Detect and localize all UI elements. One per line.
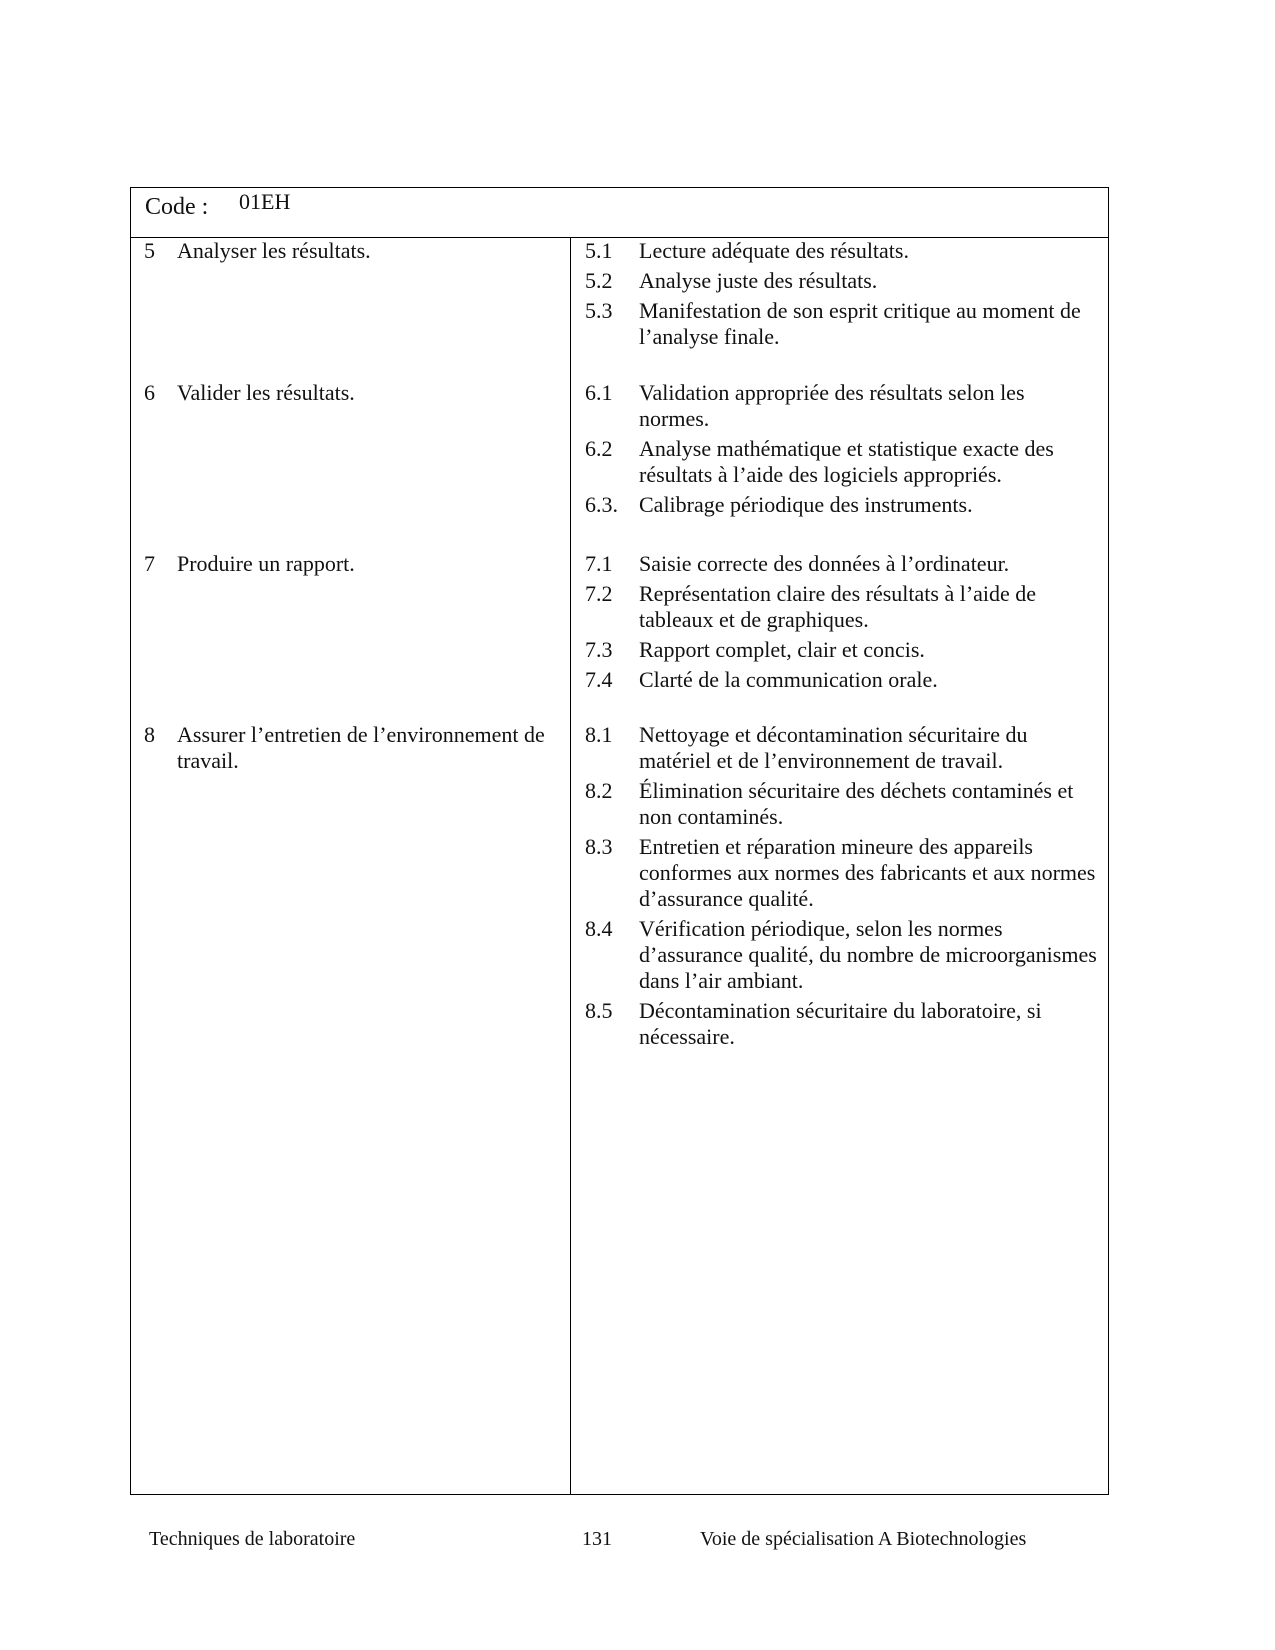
criterion xyxy=(585,667,1100,693)
criterion-number: 5.1 xyxy=(585,238,613,263)
criterion xyxy=(585,778,1100,830)
criterion xyxy=(585,637,1100,663)
criteria-list-7 xyxy=(585,551,1100,697)
page-number: 131 xyxy=(582,1528,612,1550)
criterion-text: Clarté de la communication orale. xyxy=(639,667,938,692)
criterion xyxy=(585,380,1100,432)
criterion-number: 8.1 xyxy=(585,722,613,747)
criterion-text: Vérification périodique, selon les normes d’assurance qualité, du nombre de microorganismes dans l’air ambiant. xyxy=(639,916,1097,993)
competency-table xyxy=(130,187,1109,1495)
criterion xyxy=(585,834,1100,912)
criteria-list-6 xyxy=(585,380,1100,522)
element-title: Produire un rapport. xyxy=(177,551,355,576)
criterion-number: 7.4 xyxy=(585,667,613,692)
criterion-number: 6.2 xyxy=(585,436,613,461)
criterion xyxy=(585,238,1100,264)
criterion xyxy=(585,298,1100,350)
element-6 xyxy=(144,380,554,406)
code-row xyxy=(131,188,1108,238)
criterion-text: Validation appropriée des résultats selon les normes. xyxy=(639,380,1025,431)
element-number: 6 xyxy=(144,380,155,405)
element-5 xyxy=(144,238,554,264)
footer-program: Techniques de laboratoire xyxy=(149,1528,356,1550)
criterion-text: Saisie correcte des données à l’ordinateur. xyxy=(639,551,1010,576)
element-number: 8 xyxy=(144,722,155,747)
element-number: 5 xyxy=(144,238,155,263)
criterion-text: Entretien et réparation mineure des appareils conformes aux normes des fabricants et aux normes d’assurance qualité. xyxy=(639,834,1096,911)
criterion-text: Manifestation de son esprit critique au moment de l’analyse finale. xyxy=(639,298,1081,349)
element-title: Analyser les résultats. xyxy=(177,238,371,263)
criterion-number: 5.3 xyxy=(585,298,613,323)
criterion-number: 6.3. xyxy=(585,492,618,517)
criterion xyxy=(585,581,1100,633)
criterion xyxy=(585,492,1100,518)
criteria-list-8 xyxy=(585,722,1100,1054)
code-label: Code : xyxy=(145,194,209,220)
criterion-text: Représentation claire des résultats à l’aide de tableaux et de graphiques. xyxy=(639,581,1037,632)
criterion-text: Élimination sécuritaire des déchets contaminés et non contaminés. xyxy=(639,778,1074,829)
element-7 xyxy=(144,551,554,577)
element-number: 7 xyxy=(144,551,155,576)
criterion-text: Rapport complet, clair et concis. xyxy=(639,637,925,662)
criterion-number: 8.5 xyxy=(585,998,613,1023)
criterion-number: 5.2 xyxy=(585,268,613,293)
criteria-list-5 xyxy=(585,238,1100,354)
criterion-number: 8.3 xyxy=(585,834,613,859)
criterion-number: 8.2 xyxy=(585,778,613,803)
criterion-number: 6.1 xyxy=(585,380,613,405)
code-value: 01EH xyxy=(239,189,291,214)
criterion xyxy=(585,268,1100,294)
criterion xyxy=(585,998,1100,1050)
criterion xyxy=(585,722,1100,774)
criterion-text: Nettoyage et décontamination sécuritaire du matériel et de l’environnement de travail. xyxy=(639,722,1028,773)
criterion-number: 7.2 xyxy=(585,581,613,606)
criterion-text: Calibrage périodique des instruments. xyxy=(639,492,973,517)
element-title: Valider les résultats. xyxy=(177,380,355,405)
criterion-number: 8.4 xyxy=(585,916,613,941)
column-divider xyxy=(570,238,571,1494)
criterion xyxy=(585,436,1100,488)
element-8 xyxy=(144,722,554,774)
criterion xyxy=(585,551,1100,577)
criterion-text: Lecture adéquate des résultats. xyxy=(639,238,909,263)
criterion-text: Analyse juste des résultats. xyxy=(639,268,878,293)
element-title: Assurer l’entretien de l’environnement de travail. xyxy=(177,722,545,773)
criterion-number: 7.1 xyxy=(585,551,613,576)
criterion-text: Décontamination sécuritaire du laboratoire, si nécessaire. xyxy=(639,998,1042,1049)
criterion-number: 7.3 xyxy=(585,637,613,662)
footer-specialization: Voie de spécialisation A Biotechnologies xyxy=(700,1528,1027,1550)
criterion-text: Analyse mathématique et statistique exacte des résultats à l’aide des logiciels appropriés. xyxy=(639,436,1054,487)
criterion xyxy=(585,916,1100,994)
